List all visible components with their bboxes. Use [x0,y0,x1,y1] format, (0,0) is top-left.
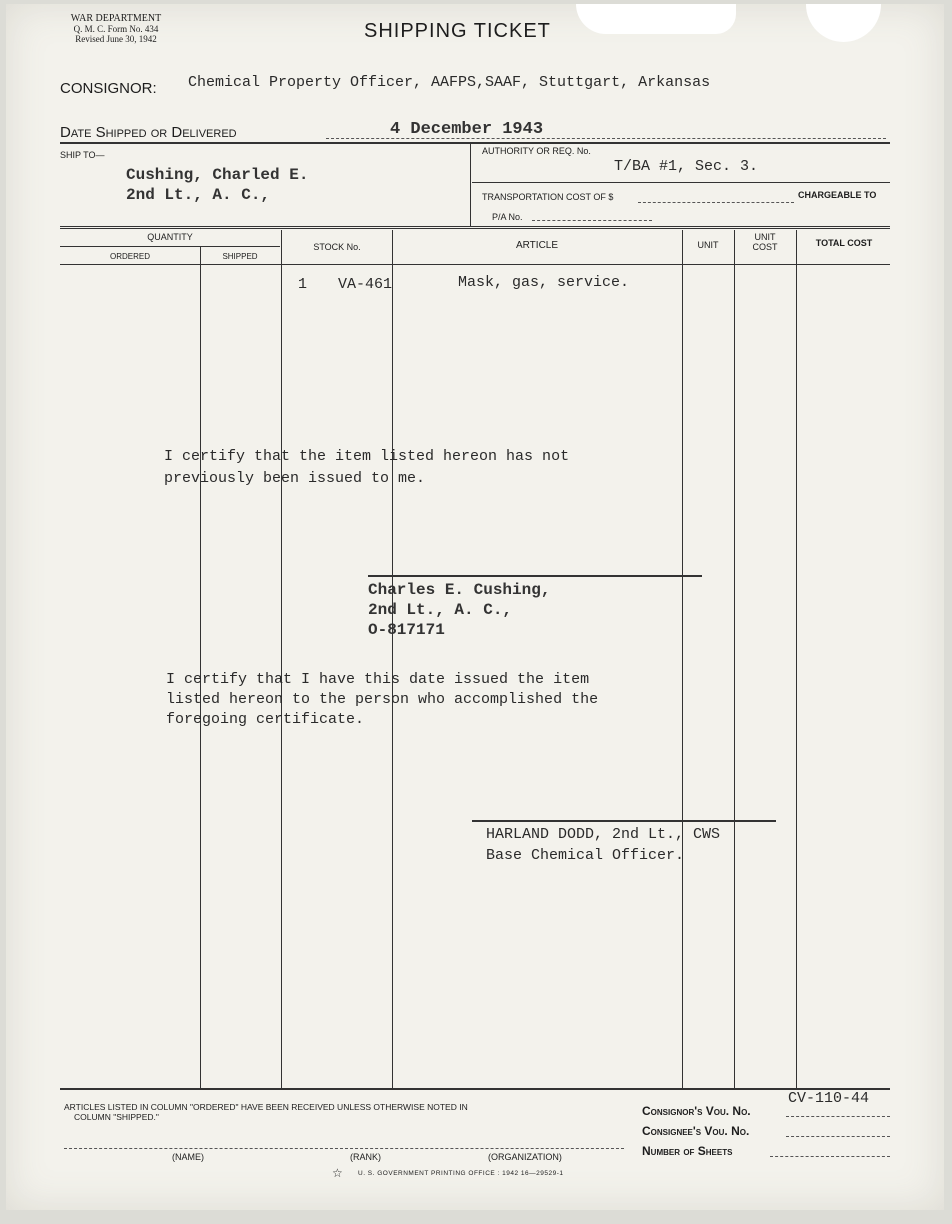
sig1-serial: O-817171 [368,621,445,639]
row-article: Mask, gas, service. [458,274,630,291]
divider [472,182,890,183]
transport-dotted-line [638,202,794,203]
divider [470,144,471,226]
sig2-name: HARLAND DODD, 2nd Lt., CWS [486,826,721,843]
authority-label: AUTHORITY OR REQ. No. [482,146,591,156]
column-line [200,246,201,1088]
cert2-line3: foregoing certificate. [166,711,365,728]
consignor-label: CONSIGNOR: [60,80,157,97]
pa-no-label: P/A No. [492,212,523,222]
divider [60,142,890,144]
sheets-dotted-line [770,1156,890,1157]
ship-to-rank: 2nd Lt., A. C., [126,186,271,204]
star-icon: ☆ [332,1166,343,1180]
table-top-border [60,226,890,229]
number-of-sheets-label: Number of Sheets [642,1144,733,1158]
ship-to-name: Cushing, Charled E. [126,166,309,184]
articles-note-line1: ARTICLES LISTED IN COLUMN "ORDERED" HAVE BEEN RECEIVED UNLESS OTHERWISE NOTED IN [64,1102,468,1112]
issuer-signature-block [486,824,720,866]
footer-top-border [60,1088,890,1090]
consignor-value: Chemical Property Officer, AAFPS,SAAF, Stuttgart, Arkansas [188,74,711,91]
cert1-line2: previously been issued to me. [164,470,426,487]
printer-imprint: U. S. GOVERNMENT PRINTING OFFICE : 1942 16—29529-1 [358,1170,564,1177]
row-quantity: 1 [298,276,308,293]
divider [60,246,280,247]
torn-corner [806,4,881,42]
shipping-ticket-document [6,4,944,1210]
column-line [734,230,735,1088]
certification-issuer [166,670,598,730]
unit-cost-header-line2: COST [752,242,778,252]
total-cost-header: TOTAL COST [815,238,873,248]
consignor-vou-value: CV-110-44 [788,1090,870,1107]
certification-recipient [164,446,569,490]
unit-cost-header-line1: UNIT [754,232,776,242]
form-number: Q. M. C. Form No. 434 [73,24,159,34]
transportation-cost-label: TRANSPORTATION COST OF $ [482,192,614,202]
chargeable-to-label: CHARGEABLE TO [798,190,877,200]
revision-date: Revised June 30, 1942 [75,34,157,44]
sig1-rank: 2nd Lt., A. C., [368,601,513,619]
column-line [682,230,683,1088]
date-shipped-label: Date Shipped or Delivered [60,124,237,141]
article-header: ARTICLE [515,240,559,251]
authority-value: T/BA #1, Sec. 3. [614,158,759,175]
receipt-dotted-line [64,1148,624,1149]
cert2-line1: I certify that I have this date issued the item [166,671,590,688]
name-caption: (NAME) [172,1152,204,1162]
vou-dotted-line [786,1136,890,1137]
torn-corner [576,4,736,34]
unit-header: UNIT [697,240,719,250]
form-header [46,14,186,44]
vou-dotted-line [786,1116,890,1117]
rank-caption: (RANK) [350,1152,381,1162]
pa-dotted-line [532,220,652,221]
consignee-vou-label: Consignee's Vou. No. [642,1124,750,1138]
column-line [392,230,393,1088]
sig2-title: Base Chemical Officer. [486,847,685,864]
signature-line [368,575,702,577]
unit-cost-header [734,232,796,252]
consignor-vou-label: Consignor's Vou. No. [642,1104,751,1118]
ship-to-label: SHIP TO— [60,150,105,160]
row-stock-no: VA-461 [338,276,393,293]
ordered-header: ORDERED [109,252,150,261]
stock-no-header: STOCK No. [313,242,361,252]
articles-received-note [64,1102,634,1122]
column-line [796,230,797,1088]
quantity-header: QUANTITY [147,232,193,242]
recipient-signature-block [368,580,550,640]
articles-note-line2: COLUMN "SHIPPED." [74,1112,159,1122]
header-bottom-border [60,264,890,265]
shipped-header: SHIPPED [222,252,258,261]
cert1-line1: I certify that the item listed hereon has not [164,448,570,465]
cert2-line2: listed hereon to the person who accomplished the [166,691,599,708]
column-line [281,230,282,1088]
signature-line [472,820,776,822]
department-name: WAR DEPARTMENT [70,13,162,24]
page-title: SHIPPING TICKET [364,20,551,42]
organization-caption: (ORGANIZATION) [488,1152,562,1162]
sig1-name: Charles E. Cushing, [368,581,551,599]
date-shipped-value: 4 December 1943 [390,120,544,139]
